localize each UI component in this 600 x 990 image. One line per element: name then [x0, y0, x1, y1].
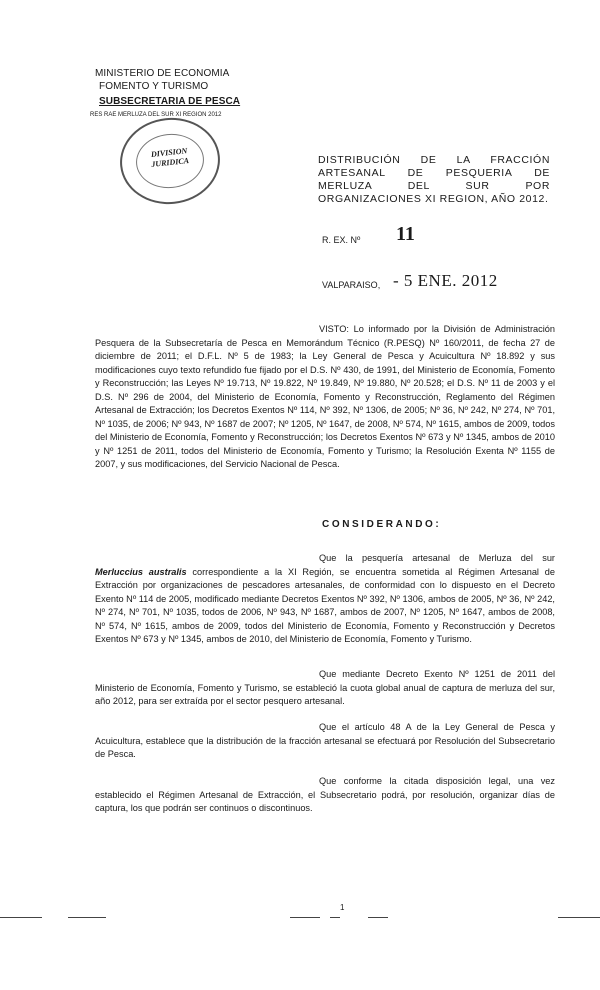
stamp-line-1: DIVISION — [150, 146, 188, 159]
p1-intro: Que la pesquería artesanal de Merluza del sur — [319, 553, 555, 563]
ministry-line-2: FOMENTO Y TURISMO — [99, 81, 209, 92]
species-name: Merluccius australis — [95, 566, 187, 577]
resolution-label: R. EX. Nº — [322, 235, 361, 245]
considerando-paragraph-4: Que conforme la citada disposición legal, una vez establecido el Régimen Artesanal de Extracción, el Subsecretario podrá, por resolución, organizar días de captura, los que podrán ser continuos o discontinuos. — [95, 776, 555, 813]
footer-rule-left — [0, 917, 42, 918]
footer-rule-right — [368, 917, 388, 918]
considerando-paragraph-1 — [95, 552, 555, 647]
page-number: 1 — [340, 903, 345, 912]
stamp-line-2: JURIDICA — [150, 156, 190, 169]
considerando-paragraph-2: Que mediante Decreto Exento Nº 1251 de 2011 del Ministerio de Economía, Fomento y Turismo, se estableció la cuota global anual de captura de merluza del sur, año 2012, para ser extraída por el sector pesquero artesanal. — [95, 669, 555, 706]
division-juridica-stamp — [116, 113, 224, 209]
subsecretaria-line: SUBSECRETARIA DE PESCA — [99, 96, 241, 107]
date-value: - 5 ENE. 2012 — [393, 271, 498, 290]
footer-rule-left-2 — [68, 917, 106, 918]
considerando-title: CONSIDERANDO: — [322, 519, 442, 530]
p1-rest: correspondiente a la XI Región, se encuentra sometida al Régimen Artesanal de Extracción por organizaciones de pescadores artesanales, de conformidad con lo dispuesto en el Decreto Exento Nº 114 de 2005, modificado mediante Decretos Exentos Nº 392, Nº 1306, ambos de 2005, Nº 36, Nº 242, Nº 274, Nº 701, Nº 1035, todos de 2006, Nº 943, Nº 1687, ambos de 2007, Nº 1205, Nº 1647, ambos de 2008, Nº 574, Nº 1615, ambos de 2009, todos del Ministerio de Economía, Fomento y Reconstrucción y Decretos Exentos Nº 673 y Nº 1345, ambos de 2010, del Ministerio de Economía, Fomento y Turismo. — [95, 566, 555, 644]
ministry-line-1: MINISTERIO DE ECONOMIA — [95, 68, 230, 79]
reference-code: RES RAE MERLUZA DEL SUR XI REGION 2012 — [90, 112, 222, 118]
resolution-subject: DISTRIBUCIÓN DE LA FRACCIÓN ARTESANAL DE PESQUERIA DE MERLUZA DEL SUR POR ORGANIZACIONES XI REGION, AÑO 2012. — [318, 154, 550, 205]
resolution-number: 11 — [396, 223, 415, 245]
footer-rule-far-right — [558, 917, 600, 918]
considerando-paragraph-3: Que el artículo 48 A de la Ley General de Pesca y Acuicultura, establece que la distribución de la fracción artesanal se efectuará por Resolución del Subsecretario de Pesca. — [95, 722, 555, 759]
footer-rule-center-2 — [330, 917, 340, 918]
visto-paragraph: VISTO: Lo informado por la División de Administración Pesquera de la Subsecretaría de Pesca en Memorándum Técnico (R.PESQ) Nº 160/2011, de fecha 27 de diciembre de 2011; el D.F.L. Nº 5 de 1983; la Ley General de Pesca y Acuicultura Nº 18.892 y sus modificaciones cuyo texto refundido fue fijado por el D.S. Nº 430, de 1991, del Ministerio de Economía, Fomento y Reconstrucción; las Leyes Nº 19.713, Nº 19.822, Nº 19.849, Nº 19.880, Nº 20.528; el D.S. Nº 11 de 2003 y el D.S. Nº 296 de 2004, del Ministerio de Economía, Fomento y Reconstrucción, Reglamento del Régimen Artesanal de Extracción; los Decretos Exentos Nº 114, Nº 392, Nº 1306, de 2005; Nº 36, Nº 242, Nº 274, Nº 701, Nº 1035, de 2006; Nº 943, Nº 1687 de 2007; Nº 1205, Nº 1647, de 2008, Nº 574, Nº 1615, ambos de 2009, todos del Ministerio de Economía, Fomento y Reconstrucción; los Decretos Exentos Nº 673 y Nº 1345, ambos de 2010 y Nº 1251 de 2011, todos del Ministerio de Economía, Fomento y Turismo; la Resolución Exenta Nº 1155 de 2007, y sus modificaciones, del Servicio Nacional de Pesca. — [95, 324, 555, 469]
date-city: VALPARAISO, — [322, 280, 381, 290]
footer-rule-center — [290, 917, 320, 918]
